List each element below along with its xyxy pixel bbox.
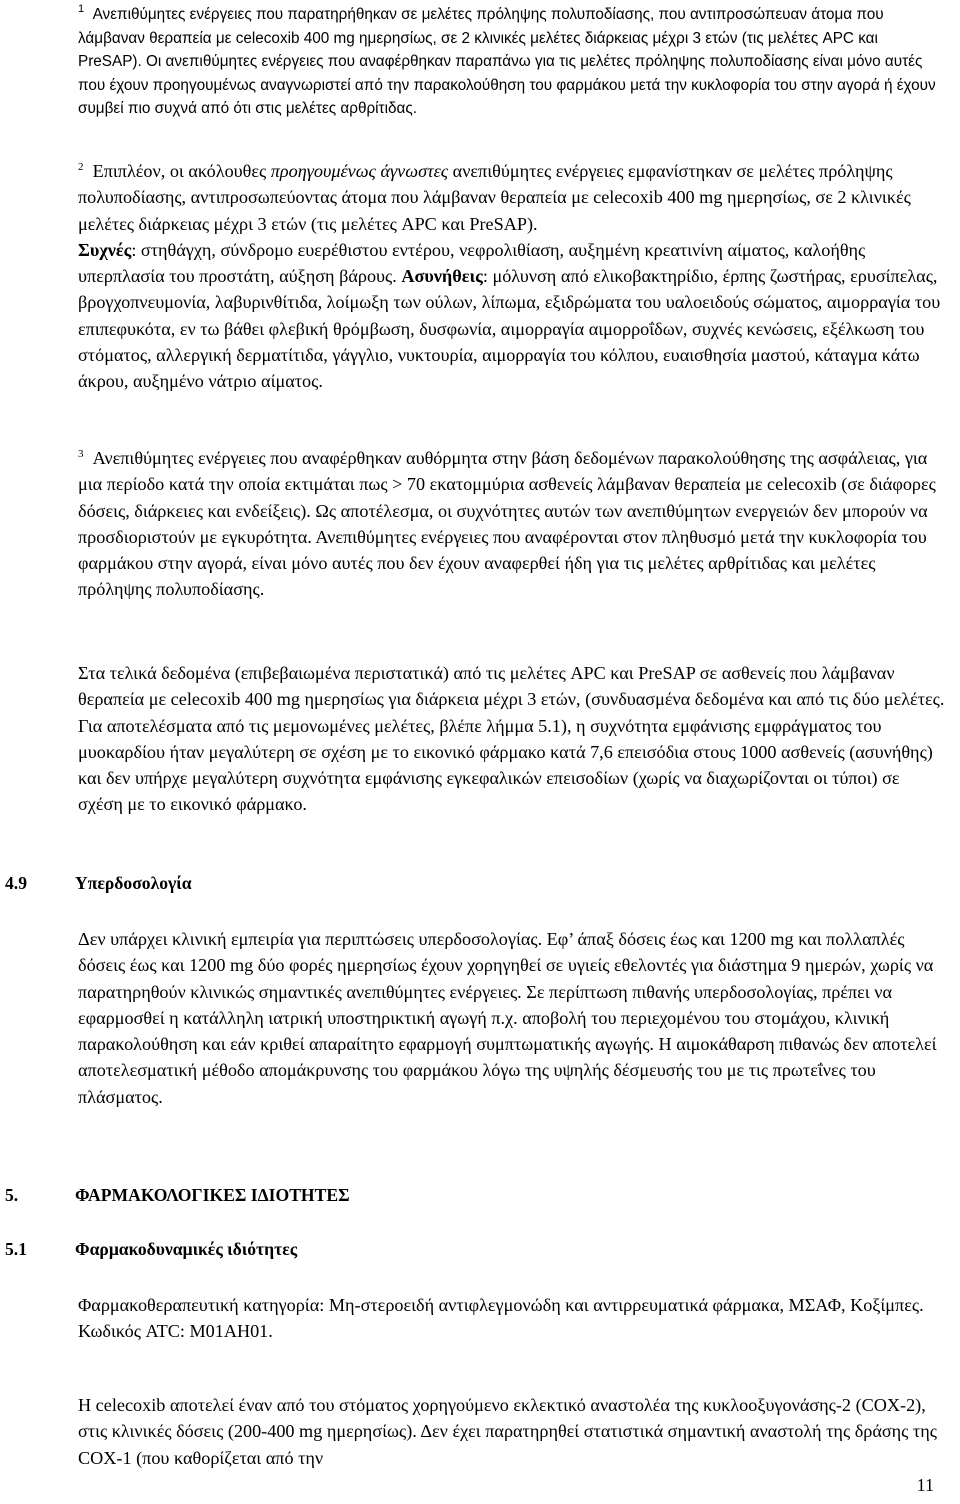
category-line: Φαρμακοθεραπευτική κατηγορία: Μη-στεροειδή αντιφλεγμονώδη και αντιρρευματικά φάρμακα, ΜΣΑΦ, Κοξίμπες. [78,1295,924,1315]
section-title: Φαρμακοδυναμικές ιδιότητες [75,1239,298,1259]
pharmacotherapeutic-category [78,1292,946,1345]
footnote-1 [78,3,944,121]
footnote-1-marker: 1 [78,3,85,15]
section-number: 5.1 [5,1239,27,1259]
atc-code-line: Κωδικός ATC: M01AH01. [78,1321,273,1342]
footnote-3-text: Ανεπιθύμητες ενέργειες που αναφέρθηκαν αυθόρμητα στην βάση δεδομένων παρακολούθησης της ασφάλειας, για μια περίοδο κατά την οποία εκτιμάται πως > 70 εκατομμύρια ασθενείς λάμβαναν θεραπεία με celecoxib (σε διάφορες δόσεις, διάρκειες και ενδείξεις). Ως αποτέλεσμα, οι συχνότητες αυτών των ανεπιθύμητων ενεργειών δεν μπορούν να προσδιοριστούν με εγκυρότητα. Ανεπιθύμητες ενέργειες που αναφέρονται στον πληθυσμό μετά την κυκλοφορία του φαρμάκου στην αγορά, είναι μόνο αυτές που δεν έχουν αναφερθεί ήδη για τις μελέτες αρθρίτιδας και μελέτες πρόληψης πολυποδίασης. [78,448,936,600]
frequency-label-frequent: Συχνές [78,239,132,260]
page-number: 11 [916,1475,934,1495]
final-data-paragraph: Στα τελικά δεδομένα (επιβεβαιωμένα περιστατικά) από τις μελέτες APC και PreSAP σε ασθενείς που λάμβαναν θεραπεία με celecoxib 400 mg ημερησίως για διάρκεια μέχρι 3 ετών, (συνδυασμένα δεδομένα και από τις δύο μελέτες. Για αποτελέσματα από τις μεμονωμένες μελέτες, βλέπε λήμμα 5.1), η συχνότητα εμφάνισης εμφράγματος του μυοκαρδίου ήταν μεγαλύτερη σε σχέση με το εικονικό φάρμακο κατά 7,6 επεισόδια στους 1000 ασθενείς (ασυνήθης) και δεν υπήρχε μεγαλύτερη συχνότητα εμφάνισης εγκεφαλικών επεισοδίων (χωρίς να διαχωρίζονται οι τύποι) σε σχέση με το εικονικό φάρμακο. [78,663,945,815]
footnote-2-marker: 2 [78,161,84,173]
footnote-3 [78,445,946,603]
overdose-paragraph: Δεν υπάρχει κλινική εμπειρία για περιπτώσεις υπερδοσολογίας. Εφ’ άπαξ δόσεις έως και 1200 mg και πολλαπλές δόσεις έως και 1200 mg δύο φορές ημερησίως έχουν χορηγηθεί σε υγιείς εθελοντές για διάστημα 9 ημερών, χωρίς να παρατηρηθούν κλινικώς σημαντικές ανεπιθύμητες ενέργειες. Σε περίπτωση πιθανής υπερδοσολογίας, πρέπει να εφαρμοσθεί η κατάλληλη ιατρική υποστηρικτική αγωγή π.χ. αποβολή του περιεχομένου του στομάχου, κλινική παρακολούθηση και εάν κριθεί απαραίτητο εφαρμογή συμπτωματικής αγωγής. Η αιμοκάθαρση πιθανώς δεν αποτελεί αποτελεσματική μέθοδο απομάκρυνσης του φαρμάκου λόγω της υψηλής δέσμευσής του με τις πρωτεΐνες του πλάσματος. [78,929,937,1107]
section-title: Υπερδοσολογία [75,873,192,893]
frequency-text-uncommon: : μόλυνση από ελικοβακτηρίδιο, έρπης ζωστήρας, ερυσίπελας, βρογχοπνευμονία, λαβυρινθίτιδα, λοίμωξη των ούλων, λίπωμα, εξιδρώματα του υαλοειδούς σώματος, αιμορραγία του επιπεφυκότα, εν τω βάθει φλεβική θρόμβωση, δυσφωνία, αιμορραγία αιμορροΐδων, συχνές κενώσεις, εξέλκωση του στόματος, αλλεργική δερματίτιδα, γάγγλιο, νυκτουρία, αιμορραγία του κόλπου, ευαισθησία μαστού, κάταγμα κάτω άκρου, αυξημένο νάτριο αίματος. [78,266,941,392]
footnote-2-italic-text: προηγουμένως άγνωστες [270,161,449,181]
mechanism-paragraph: Η celecoxib αποτελεί έναν από του στόματος χορηγούμενο εκλεκτικό αναστολέα της κυκλοοξυγονάσης-2 (COX-2), στις κλινικές δόσεις (200-400 mg ημερησίως). Δεν έχει παρατηρηθεί στατιστικά σημαντική αναστολή της δράσης της COX-1 (που καθορίζεται από την [78,1395,937,1468]
footnote-2-text-before: Επιπλέον, οι ακόλουθες [92,161,271,181]
frequency-label-uncommon: Ασυνήθεις [401,266,483,287]
footnote-3-marker: 3 [78,448,84,460]
footnote-2 [78,158,946,395]
footnote-2-text-after: ανεπιθύμητες ενέργειες εμφανίστηκαν σε μελέτες πρόληψης πολυποδίασης, αντιπροσωπεύοντας άτομα που λάμβαναν θεραπεία με celecoxib 400 mg ημερησίως, σε 2 κλινικές μελέτες διάρκειας μέχρι 3 ετών (τις μελέτες APC και PreSAP). [78,161,911,234]
frequency-text-frequent: : στηθάγχη, σύνδρομο ευερέθιστου εντέρου, νεφρολιθίαση, αυξημένη κρεατινίνη αίματος, καλοήθης υπερπλασία του προστάτη, αύξηση βάρους. [78,239,866,287]
section-title: ΦΑΡΜΑΚΟΛΟΓΙΚΕΣ ΙΔΙΟΤΗΤΕΣ [75,1185,350,1205]
section-number: 4.9 [5,873,27,893]
footnote-1-text: Ανεπιθύμητες ενέργειες που παρατηρήθηκαν σε μελέτες πρόληψης πολυποδίασης, που αντιπροσώπευαν άτομα που λάμβαναν θεραπεία με celecoxib 400 mg ημερησίως, σε 2 κλινικές μελέτες διάρκειας μέχρι 3 ετών (τις μελέτες APC και PreSAP). Οι ανεπιθύμητες ενέργειες που αναφέρθηκαν παραπάνω για τις μελέτες πρόληψης πολυποδίασης είναι μόνο αυτές που έχουν προηγουμένως αναγνωριστεί από την παρακολούθηση του φαρμάκου μετά την κυκλοφορία του στην αγορά ή έχουν συμβεί πιο συχνά από ότι στις μελέτες αρθρίτιδας. [78,6,936,118]
section-number: 5. [5,1185,19,1205]
